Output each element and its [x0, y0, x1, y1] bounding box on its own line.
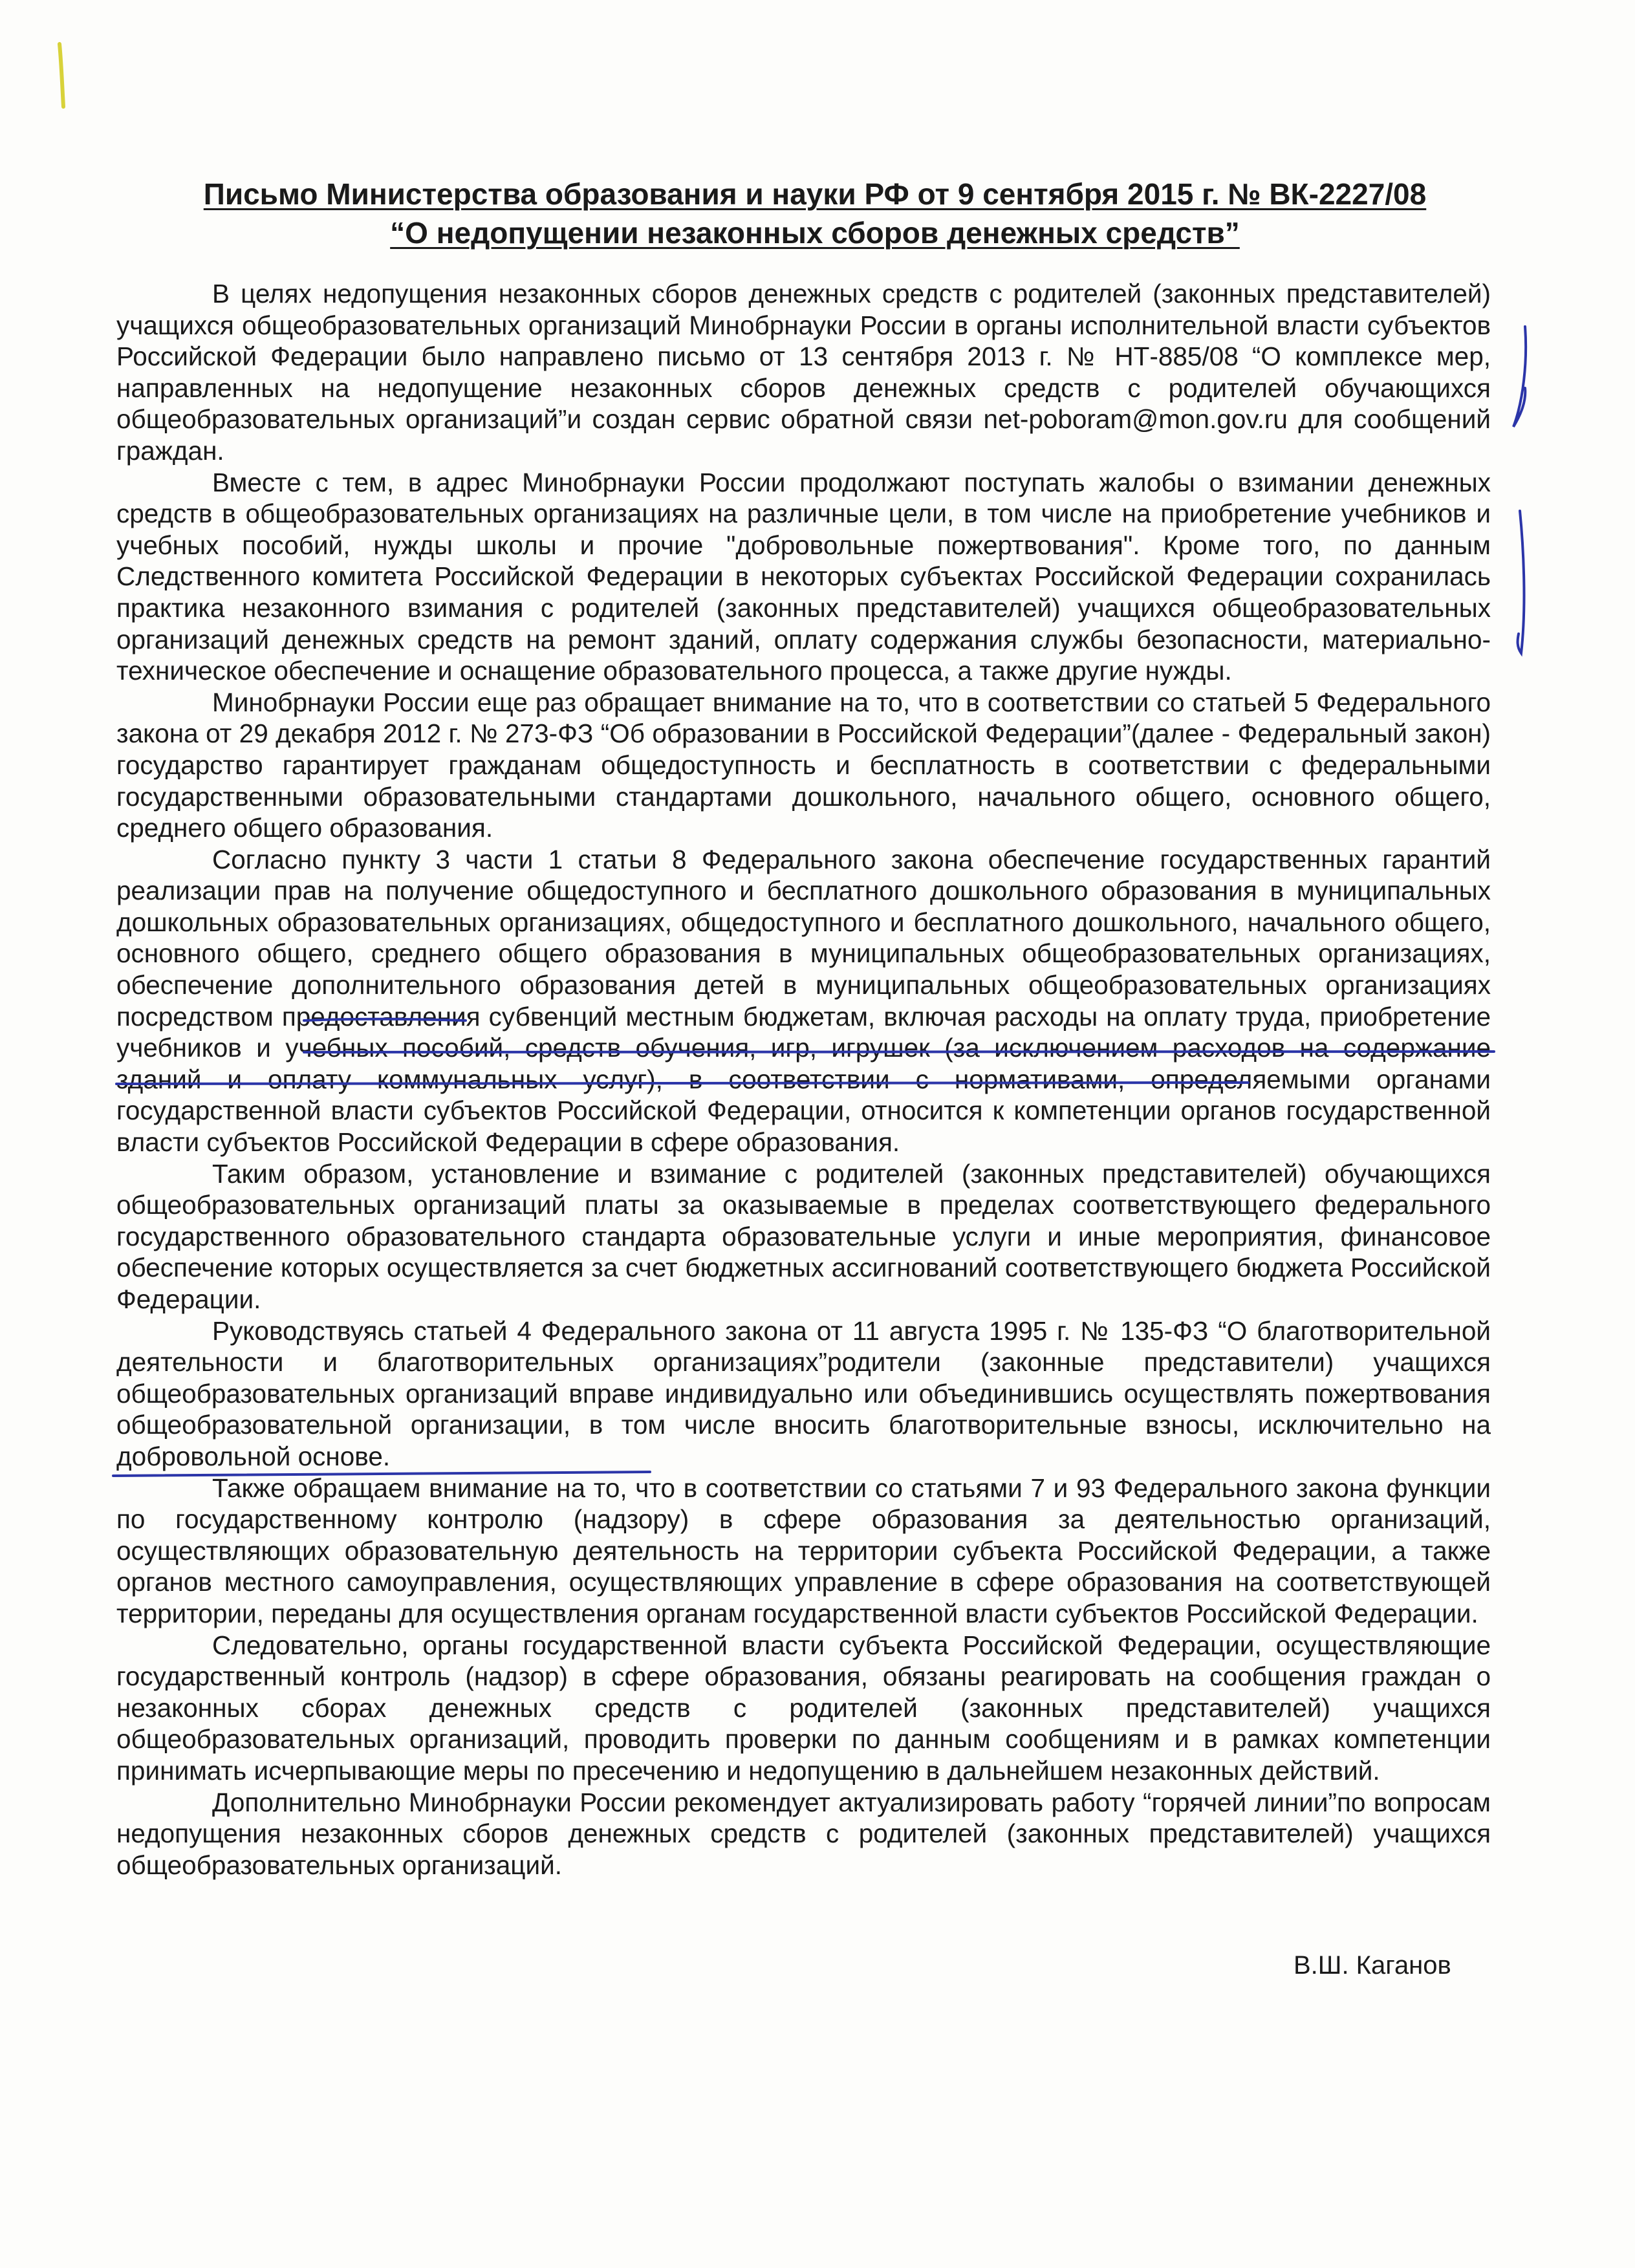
- title-line-1: Письмо Министерства образования и науки РФ от 9 сентября 2015 г. № ВК-2227/08: [203, 177, 1427, 211]
- margin-bracket-1: [1513, 327, 1526, 427]
- letter-title: [123, 175, 1507, 252]
- paragraph-9: Дополнительно Минобрнауки России рекомендует актуализировать работу “горячей линии”по вопросам недопущения незаконных сборов денежных средств с родителей (законных представителей) учащихся общеобразовательных организаций.: [116, 1787, 1491, 1880]
- margin-bracket-2: [1518, 511, 1524, 653]
- highlighter-mark: [60, 44, 63, 107]
- title-line-2: “О недопущении незаконных сборов денежных средств”: [390, 216, 1240, 250]
- letter-body: [116, 278, 1491, 1881]
- paragraph-8: Следовательно, органы государственной власти субъекта Российской Федерации, осуществляющие государственный контроль (надзор) в сфере образования, обязаны реагировать на сообщения граждан о незаконных сборах денежных средств с родителей (законных представителей) учащихся общеобразовательных организаций, проводить проверки по данным сообщениям и в рамках компетенции принимать исчерпывающие меры по пресечению и недопущению в дальнейшем незаконных действий.: [116, 1630, 1491, 1786]
- paragraph-3: Минобрнауки России еще раз обращает внимание на то, что в соответствии со статьей 5 Федерального закона от 29 декабря 2012 г. № 273-ФЗ “Об образовании в Российской Федерации”(далее - Федеральный закон) государство гарантирует гражданам общедоступность и бесплатность в соответствии с федеральными государственными образовательными стандартами дошкольного, начального общего, основного общего, среднего общего образования.: [116, 687, 1491, 843]
- paragraph-4: Согласно пункту 3 части 1 статьи 8 Федерального закона обеспечение государственных гарантий реализации прав на получение общедоступного и бесплатного дошкольного образования в муниципальных дошкольных образовательных организациях, общедоступного и бесплатного дошкольного, начального общего, основного общего, среднего общего образования в муниципальных общеобразовательных организациях, обеспечение дополнительного образования детей в муниципальных общеобразовательных организациях посредством предоставления субвенций местным бюджетам, включая расходы на оплату труда, приобретение учебников и учебных пособий, средств обучения, игр, игрушек (за исключением расходов на содержание зданий и оплату коммунальных услуг), в соответствии с нормативами, определяемыми органами государственной власти субъектов Российской Федерации, относится к компетенции органов государственной власти субъектов Российской Федерации в сфере образования.: [116, 844, 1491, 1158]
- paragraph-5: Таким образом, установление и взимание с родителей (законных представителей) обучающихся общеобразовательных организаций платы за оказываемые в пределах соответствующего федерального государственного образовательного стандарта образовательные услуги и иные мероприятия, финансовое обеспечение которых осуществляется за счет бюджетных ассигнований соответствующего бюджета Российской Федерации.: [116, 1158, 1491, 1314]
- paragraph-1: В целях недопущения незаконных сборов денежных средств с родителей (законных представителей) учащихся общеобразовательных организаций Минобрнауки России в органы исполнительной власти субъектов Российской Федерации было направлено письмо от 13 сентября 2013 г. № НТ-885/08 “О комплексе мер, направленных на недопущение незаконных сборов денежных средств с родителей обучающихся общеобразовательных организаций”и создан сервис обратной связи net-poboram@mon.gov.ru для сообщений граждан.: [116, 279, 1491, 466]
- paragraph-2: Вместе с тем, в адрес Минобрнауки России продолжают поступать жалобы о взимании денежных средств в общеобразовательных организациях на различные цели, в том числе на приобретение учебников и учебных пособий, нужды школы и прочие "добровольные пожертвования". Кроме того, по данным Следственного комитета Российской Федерации в некоторых субъектах Российской Федерации сохранилась практика незаконного взимания с родителей (законных представителей) учащихся общеобразовательных организаций денежных средств на ремонт зданий, оплату содержания службы безопасности, материально-техническое обеспечение и оснащение образовательного процесса, а также другие нужды.: [116, 467, 1491, 686]
- paragraph-6: Руководствуясь статьей 4 Федерального закона от 11 августа 1995 г. № 135-ФЗ “О благотворительной деятельности и благотворительных организациях”родители (законные представители) учащихся общеобразовательных организаций вправе индивидуально или объединившись осуществлять пожертвования общеобразовательной организации, в том числе вносить благотворительные взносы, исключительно на добровольной основе.: [116, 1315, 1491, 1471]
- paragraph-7: Также обращаем внимание на то, что в соответствии со статьями 7 и 93 Федерального закона функции по государственному контролю (надзору) в сфере образования за деятельностью организаций, осуществляющих образовательную деятельность на территории субъекта Российской Федерации, а также органов местного самоуправления, осуществляющих управление в сфере образования на соответствующей территории, переданы для осуществления органам государственной власти субъектов Российской Федерации.: [116, 1473, 1491, 1628]
- signature: В.Ш. Каганов: [1294, 1951, 1451, 1980]
